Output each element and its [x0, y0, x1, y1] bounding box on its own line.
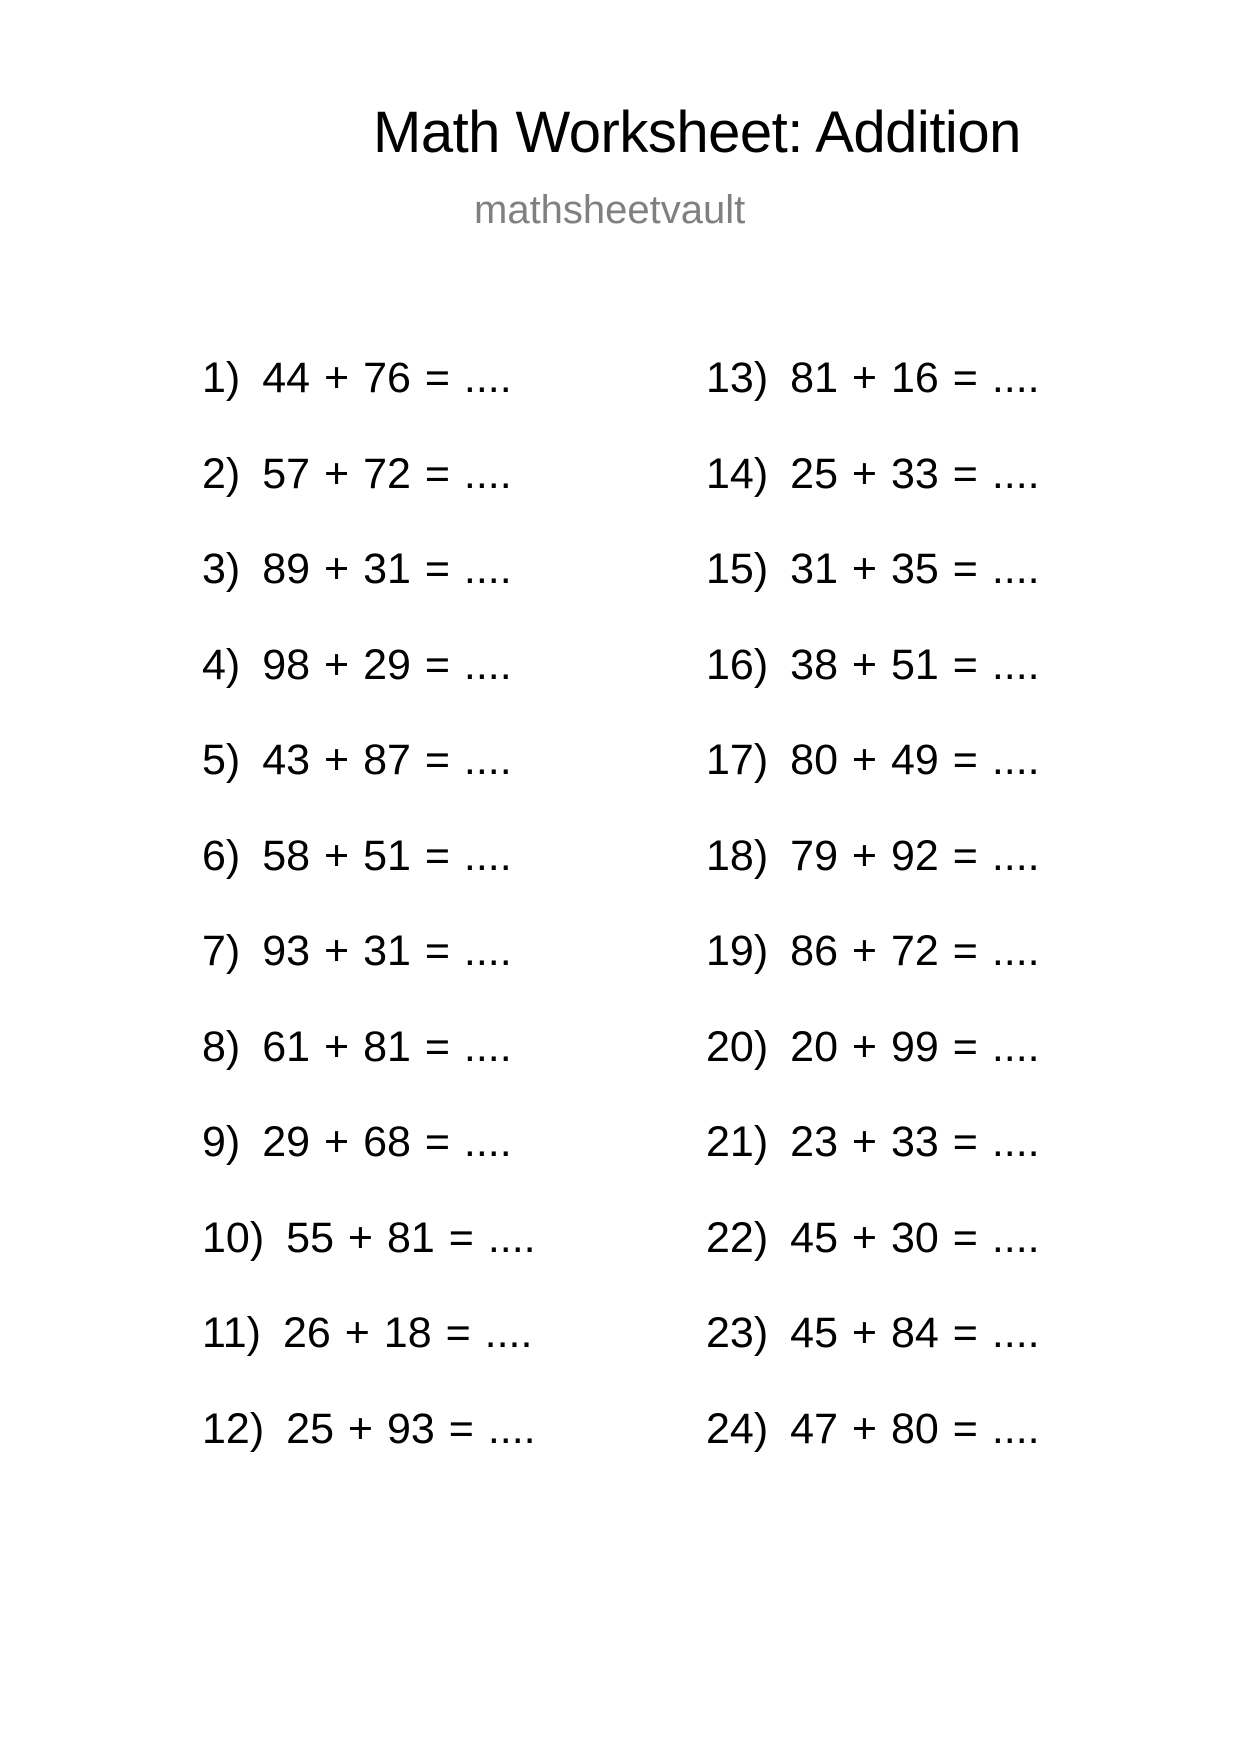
problem-item	[202, 1114, 536, 1210]
problem-number: 13)	[706, 354, 769, 402]
problem-expression: 45 + 30 = ....	[790, 1213, 1040, 1262]
problem-item	[706, 1210, 1040, 1306]
problem-expression: 47 + 80 = ....	[790, 1404, 1040, 1453]
problem-item	[706, 637, 1040, 733]
problem-number: 10)	[202, 1213, 265, 1262]
problem-item	[706, 541, 1040, 637]
problem-expression: 38 + 51 = ....	[790, 640, 1040, 689]
problem-number: 1)	[202, 354, 241, 402]
problem-item	[706, 446, 1040, 542]
problem-number: 4)	[202, 640, 241, 689]
problem-number: 7)	[202, 927, 241, 975]
problem-item	[706, 923, 1040, 1019]
problem-column-right	[706, 350, 1040, 1496]
problem-item	[202, 1210, 536, 1306]
problem-number: 24)	[706, 1404, 769, 1453]
problem-expression: 29 + 68 = ....	[262, 1118, 512, 1166]
problem-expression: 79 + 92 = ....	[790, 831, 1040, 880]
problem-expression: 43 + 87 = ....	[262, 736, 512, 784]
problem-expression: 89 + 31 = ....	[262, 545, 512, 593]
problem-number: 12)	[202, 1404, 265, 1453]
problem-item	[706, 1114, 1040, 1210]
problem-expression: 44 + 76 = ....	[262, 354, 512, 402]
problem-number: 18)	[706, 831, 769, 880]
problem-item	[202, 1401, 536, 1497]
problem-item	[706, 828, 1040, 924]
problem-expression: 80 + 49 = ....	[790, 736, 1040, 784]
problem-item	[202, 923, 536, 1019]
problem-number: 3)	[202, 545, 241, 593]
problem-item	[706, 1305, 1040, 1401]
problem-expression: 25 + 33 = ....	[790, 449, 1040, 498]
problem-number: 15)	[706, 545, 769, 593]
problem-number: 8)	[202, 1022, 241, 1071]
problem-expression: 31 + 35 = ....	[790, 545, 1040, 593]
problem-item	[202, 1019, 536, 1115]
problem-number: 9)	[202, 1118, 241, 1166]
problem-item	[706, 732, 1040, 828]
problem-item	[202, 541, 536, 637]
problem-expression: 26 + 18 = ....	[282, 1309, 533, 1357]
problem-number: 5)	[202, 736, 241, 784]
problem-number: 16)	[706, 640, 769, 689]
problem-item	[706, 1401, 1040, 1497]
problem-item	[202, 637, 536, 733]
problem-expression: 81 + 16 = ....	[790, 354, 1040, 402]
problem-expression: 45 + 84 = ....	[790, 1309, 1040, 1357]
problem-item	[706, 1019, 1040, 1115]
problem-item	[202, 828, 536, 924]
problem-number: 23)	[706, 1309, 769, 1357]
problem-expression: 61 + 81 = ....	[262, 1022, 512, 1071]
problem-item	[202, 446, 536, 542]
problem-number: 6)	[202, 831, 241, 880]
problem-column-left	[202, 350, 536, 1496]
problem-number: 19)	[706, 927, 769, 975]
problem-expression: 58 + 51 = ....	[262, 831, 512, 880]
problem-number: 11)	[202, 1309, 261, 1357]
problem-expression: 25 + 93 = ....	[286, 1404, 536, 1453]
problem-expression: 57 + 72 = ....	[262, 449, 512, 498]
problem-number: 22)	[706, 1213, 769, 1262]
problem-expression: 23 + 33 = ....	[790, 1118, 1040, 1166]
problem-expression: 55 + 81 = ....	[286, 1213, 536, 1262]
worksheet-title: Math Worksheet: Addition	[373, 100, 1021, 165]
problem-number: 14)	[706, 449, 769, 498]
problem-expression: 20 + 99 = ....	[790, 1022, 1040, 1071]
problem-number: 17)	[706, 736, 769, 784]
problem-item	[202, 732, 536, 828]
worksheet-source: mathsheetvault	[474, 188, 746, 232]
problem-number: 20)	[706, 1022, 769, 1071]
problem-expression: 86 + 72 = ....	[790, 927, 1040, 975]
problem-number: 21)	[706, 1118, 769, 1166]
problem-expression: 98 + 29 = ....	[262, 640, 512, 689]
problem-item	[706, 350, 1040, 446]
problem-item	[202, 350, 536, 446]
problem-item	[202, 1305, 536, 1401]
problem-number: 2)	[202, 449, 241, 498]
problem-expression: 93 + 31 = ....	[262, 927, 512, 975]
